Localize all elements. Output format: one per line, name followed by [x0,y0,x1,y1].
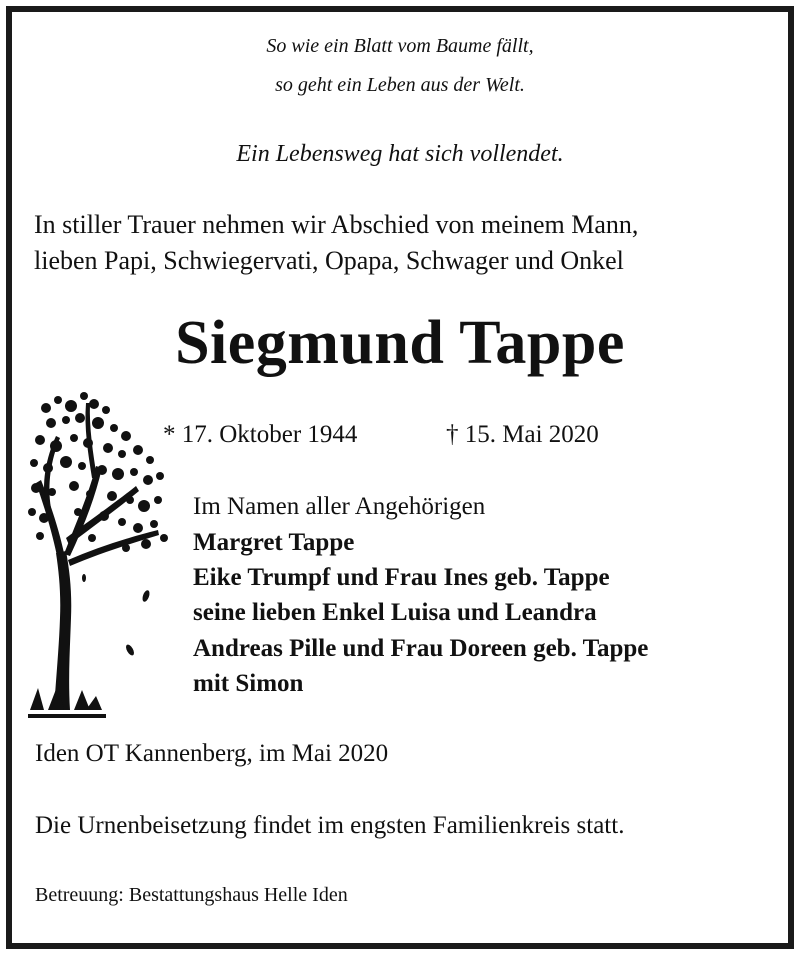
verse-line-2: so geht ein Leben aus der Welt. [275,74,525,96]
intro-line-1: In stiller Trauer nehmen wir Abschied von meinem Mann, [34,210,639,239]
mourner-name: mit Simon [193,670,304,697]
birth-date: * 17. Oktober 1944 [163,421,358,448]
tree-silhouette-icon [26,388,168,718]
deceased-name: Siegmund Tappe [175,309,625,377]
mourner-name: Margret Tappe [193,529,355,556]
mourner-name: Eike Trumpf und Frau Ines geb. Tappe [193,564,610,591]
mourner-name: seine lieben Enkel Luisa und Leandra [193,599,597,626]
verse-line-1: So wie ein Blatt vom Baume fällt, [266,35,534,57]
place-date: Iden OT Kannenberg, im Mai 2020 [35,740,389,767]
motto: Ein Lebensweg hat sich vollendet. [236,141,564,167]
intro-line-2: lieben Papi, Schwiegervati, Opapa, Schwager und Onkel [34,246,624,275]
mourners-header: Im Namen aller Angehörigen [193,493,486,520]
burial-note: Die Urnenbeisetzung findet im engsten Familienkreis statt. [35,812,625,839]
death-date: † 15. Mai 2020 [446,421,599,448]
funeral-home: Betreuung: Bestattungshaus Helle Iden [35,884,348,906]
mourner-name: Andreas Pille und Frau Doreen geb. Tappe [193,635,649,662]
